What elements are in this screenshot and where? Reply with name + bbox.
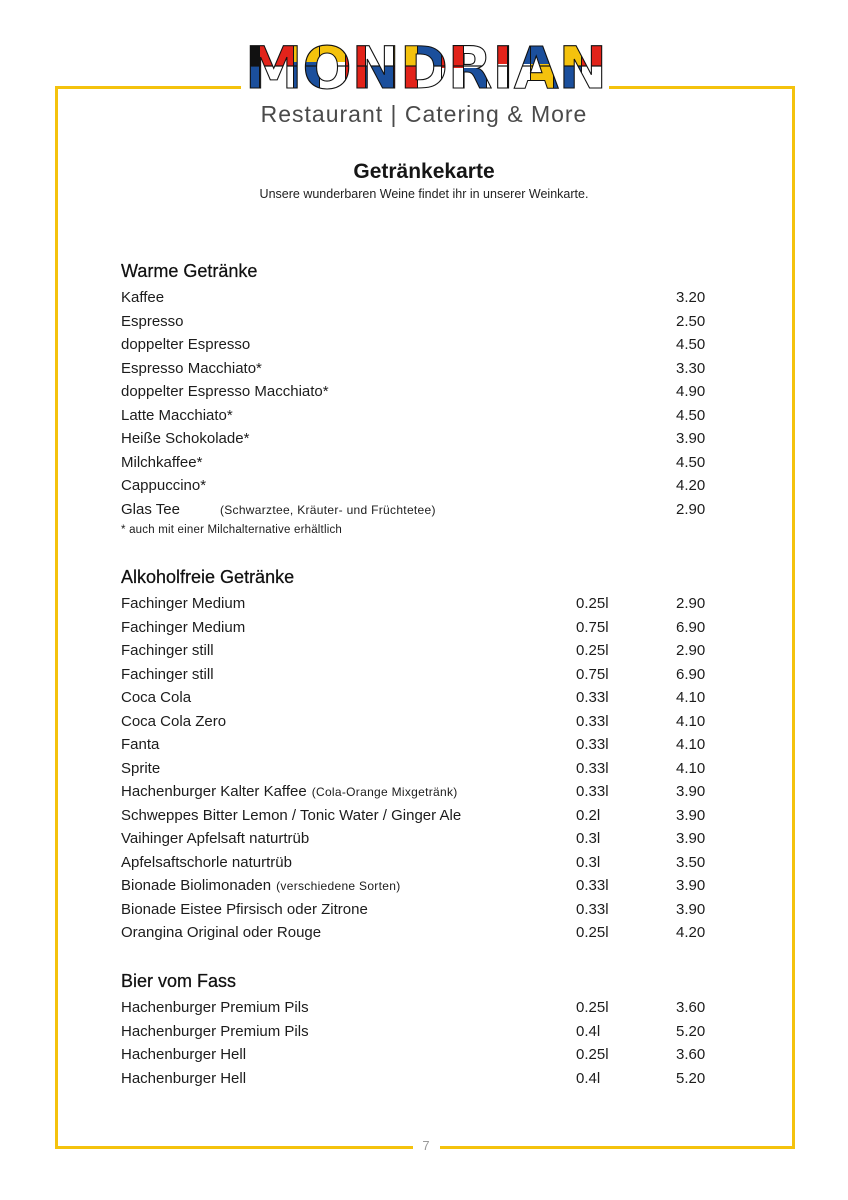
item-name: Fanta bbox=[121, 736, 160, 753]
item-size-empty bbox=[576, 310, 676, 334]
item-name: Hachenburger Premium Pils bbox=[121, 1022, 309, 1040]
item-size: 0.33l bbox=[576, 900, 609, 918]
item-size-empty bbox=[576, 333, 676, 357]
menu-item-row bbox=[121, 757, 731, 781]
item-name: Fachinger still bbox=[121, 642, 214, 659]
item-price: 3.60 bbox=[676, 1046, 706, 1063]
item-name-cell bbox=[121, 333, 576, 357]
menu-item-row bbox=[121, 851, 731, 875]
page-subtitle: Unsere wunderbaren Weine findet ihr in unserer Weinkarte. bbox=[259, 187, 589, 201]
menu-item-row bbox=[121, 333, 731, 357]
item-name: Schweppes Bitter Lemon / Tonic Water / Ginger Ale bbox=[121, 806, 462, 824]
section-alkoholfreie-getraenke bbox=[121, 566, 731, 945]
menu-item-list bbox=[121, 996, 731, 1090]
item-name: Hachenburger Hell bbox=[121, 1069, 247, 1087]
item-name: Bionade Eistee Pfirsisch oder Zitrone bbox=[121, 900, 368, 918]
item-price: 4.20 bbox=[676, 477, 706, 494]
item-size-empty bbox=[576, 380, 676, 404]
item-price: 2.90 bbox=[676, 642, 706, 659]
menu-item-row bbox=[121, 710, 731, 734]
item-price: 4.90 bbox=[676, 383, 706, 400]
item-size: 0.33l bbox=[576, 877, 609, 894]
item-price: 3.60 bbox=[676, 999, 706, 1016]
menu-item-row bbox=[121, 286, 731, 310]
item-name: Espresso bbox=[121, 312, 184, 330]
menu-item-row bbox=[121, 592, 731, 616]
menu-item-row bbox=[121, 804, 731, 828]
frame-border-top-left bbox=[55, 86, 241, 89]
item-name-cell bbox=[121, 733, 576, 757]
item-size: 0.2l bbox=[576, 806, 601, 824]
menu-item-row bbox=[121, 874, 731, 898]
item-name: Coca Cola Zero bbox=[121, 712, 227, 730]
item-price: 3.90 bbox=[676, 877, 706, 894]
menu-item-row bbox=[121, 733, 731, 757]
item-name-cell bbox=[121, 874, 576, 899]
item-price: 3.30 bbox=[676, 359, 706, 377]
item-size: 0.33l bbox=[576, 783, 609, 800]
item-name-cell bbox=[121, 827, 576, 851]
item-name-cell bbox=[121, 616, 576, 640]
item-name-cell bbox=[121, 357, 576, 381]
item-price: 4.50 bbox=[676, 453, 706, 471]
item-size: 0.25l bbox=[576, 1046, 609, 1063]
item-price: 4.20 bbox=[676, 924, 706, 941]
item-price: 3.90 bbox=[676, 783, 706, 800]
item-name-cell bbox=[121, 851, 576, 875]
section-warme-getraenke bbox=[121, 260, 731, 537]
item-name: Fachinger Medium bbox=[121, 618, 246, 636]
item-name-cell bbox=[121, 639, 576, 663]
item-name-cell bbox=[121, 804, 576, 828]
menu-item-row bbox=[121, 404, 731, 428]
item-size-empty bbox=[576, 451, 676, 475]
item-name-cell bbox=[121, 921, 576, 945]
menu-item-row bbox=[121, 474, 731, 498]
item-price: 3.20 bbox=[676, 289, 706, 306]
item-size: 0.33l bbox=[576, 712, 609, 730]
menu-item-row bbox=[121, 616, 731, 640]
section-heading: Alkoholfreie Getränke bbox=[121, 567, 295, 587]
item-size-empty bbox=[576, 404, 676, 428]
item-name-cell bbox=[121, 1043, 576, 1067]
item-name-cell bbox=[121, 686, 576, 710]
item-price: 2.90 bbox=[676, 595, 706, 612]
item-name-cell bbox=[121, 710, 576, 734]
menu-item-row bbox=[121, 639, 731, 663]
item-size: 0.4l bbox=[576, 1069, 601, 1087]
item-price: 3.90 bbox=[676, 830, 706, 847]
item-size: 0.25l bbox=[576, 642, 609, 659]
item-price: 2.90 bbox=[676, 500, 706, 518]
menu-item-row bbox=[121, 827, 731, 851]
item-name-cell bbox=[121, 310, 576, 334]
item-size: 0.25l bbox=[576, 999, 609, 1016]
page-title: Getränkekarte bbox=[353, 160, 495, 183]
item-name: Hachenburger Kalter Kaffee bbox=[121, 783, 307, 800]
item-name-cell bbox=[121, 592, 576, 616]
menu-item-row bbox=[121, 451, 731, 475]
item-price: 4.10 bbox=[676, 736, 706, 753]
item-name-cell bbox=[121, 404, 576, 428]
item-price: 5.20 bbox=[676, 1069, 706, 1087]
logo-tagline: Restaurant | Catering & More bbox=[260, 101, 588, 127]
logo-wordmark: MONDRIAN bbox=[245, 34, 607, 102]
item-price: 4.10 bbox=[676, 689, 706, 706]
menu-item-row bbox=[121, 357, 731, 381]
item-price: 3.90 bbox=[676, 900, 706, 918]
menu-item-row bbox=[121, 1020, 731, 1044]
item-size: 0.25l bbox=[576, 924, 609, 941]
item-name: Hachenburger Premium Pils bbox=[121, 999, 309, 1016]
item-name: doppelter Espresso bbox=[121, 336, 251, 353]
item-size: 0.75l bbox=[576, 618, 609, 636]
item-size-empty bbox=[576, 498, 676, 523]
item-name: Kaffee bbox=[121, 289, 165, 306]
item-price: 4.50 bbox=[676, 406, 706, 424]
menu-item-row bbox=[121, 310, 731, 334]
item-note: (Schwarztee, Kräuter- und Früchtetee) bbox=[219, 502, 436, 517]
menu-item-row bbox=[121, 427, 731, 451]
item-price: 2.50 bbox=[676, 312, 706, 330]
item-name-cell bbox=[121, 451, 576, 475]
item-price: 6.90 bbox=[676, 618, 706, 636]
item-name-cell bbox=[121, 780, 576, 805]
frame-border-left bbox=[55, 86, 58, 1149]
menu-item-row bbox=[121, 686, 731, 710]
menu-item-row bbox=[121, 1067, 731, 1091]
item-price: 5.20 bbox=[676, 1022, 706, 1040]
item-name-cell bbox=[121, 1020, 576, 1044]
item-size: 0.75l bbox=[576, 665, 609, 683]
menu-item-row bbox=[121, 898, 731, 922]
item-name: Milchkaffee* bbox=[121, 453, 203, 471]
item-name: Cappuccino* bbox=[121, 477, 207, 494]
menu-item-row bbox=[121, 996, 731, 1020]
menu-item-row bbox=[121, 1043, 731, 1067]
item-size: 0.25l bbox=[576, 595, 609, 612]
item-price: 4.50 bbox=[676, 336, 706, 353]
item-name: Sprite bbox=[121, 759, 161, 777]
menu-item-row bbox=[121, 498, 731, 522]
item-note: (verschiedene Sorten) bbox=[276, 879, 401, 893]
item-name: Heiße Schokolade* bbox=[121, 430, 250, 447]
mondrian-logo bbox=[243, 34, 609, 102]
page-number: 7 bbox=[422, 1138, 430, 1153]
item-price: 4.10 bbox=[676, 712, 706, 730]
item-name-cell bbox=[121, 380, 576, 404]
section-bier-vom-fass bbox=[121, 970, 731, 1090]
item-name-cell bbox=[121, 663, 576, 687]
menu-item-row bbox=[121, 921, 731, 945]
item-name: Bionade Biolimonaden bbox=[121, 877, 272, 894]
item-name-cell bbox=[121, 498, 576, 523]
item-price: 3.90 bbox=[676, 430, 706, 447]
item-size: 0.4l bbox=[576, 1022, 601, 1040]
item-size-empty bbox=[576, 357, 676, 381]
item-name-cell bbox=[121, 898, 576, 922]
item-name: Apfelsaftschorle naturtrüb bbox=[121, 853, 292, 871]
frame-border-right bbox=[792, 86, 795, 1149]
menu-item-list bbox=[121, 286, 731, 521]
item-price: 6.90 bbox=[676, 665, 706, 683]
item-name-cell bbox=[121, 286, 576, 310]
item-price: 4.10 bbox=[676, 759, 706, 777]
item-price: 3.50 bbox=[676, 853, 706, 871]
item-size-empty bbox=[576, 286, 676, 310]
item-name-cell bbox=[121, 427, 576, 451]
item-size-empty bbox=[576, 427, 676, 451]
item-name: Fachinger Medium bbox=[121, 595, 246, 612]
item-name: Coca Cola bbox=[121, 689, 192, 706]
item-size: 0.3l bbox=[576, 853, 601, 871]
item-name-cell bbox=[121, 474, 576, 498]
item-name: doppelter Espresso Macchiato* bbox=[121, 383, 329, 400]
menu-item-list bbox=[121, 592, 731, 945]
frame-border-top-right bbox=[609, 86, 795, 89]
item-size: 0.33l bbox=[576, 689, 609, 706]
item-name: Vaihinger Apfelsaft naturtrüb bbox=[121, 830, 310, 847]
item-size: 0.33l bbox=[576, 736, 609, 753]
item-name-cell bbox=[121, 757, 576, 781]
section-heading: Bier vom Fass bbox=[121, 971, 237, 991]
section-heading: Warme Getränke bbox=[121, 261, 258, 281]
menu-item-row bbox=[121, 780, 731, 804]
item-name: Espresso Macchiato* bbox=[121, 359, 262, 377]
item-name: Orangina Original oder Rouge bbox=[121, 924, 322, 941]
item-price: 3.90 bbox=[676, 806, 706, 824]
item-name: Glas Tee bbox=[121, 500, 180, 518]
item-name-cell bbox=[121, 996, 576, 1020]
menu-item-row bbox=[121, 380, 731, 404]
item-name-cell bbox=[121, 1067, 576, 1091]
item-size-empty bbox=[576, 474, 676, 498]
menu-item-row bbox=[121, 663, 731, 687]
item-size: 0.3l bbox=[576, 830, 601, 847]
item-size: 0.33l bbox=[576, 759, 609, 777]
section-footnote: * auch mit einer Milchalternative erhältlich bbox=[121, 524, 343, 536]
item-name: Latte Macchiato* bbox=[121, 406, 233, 424]
item-name: Fachinger still bbox=[121, 665, 214, 683]
item-note: (Cola-Orange Mixgetränk) bbox=[311, 785, 458, 799]
item-name: Hachenburger Hell bbox=[121, 1046, 247, 1063]
